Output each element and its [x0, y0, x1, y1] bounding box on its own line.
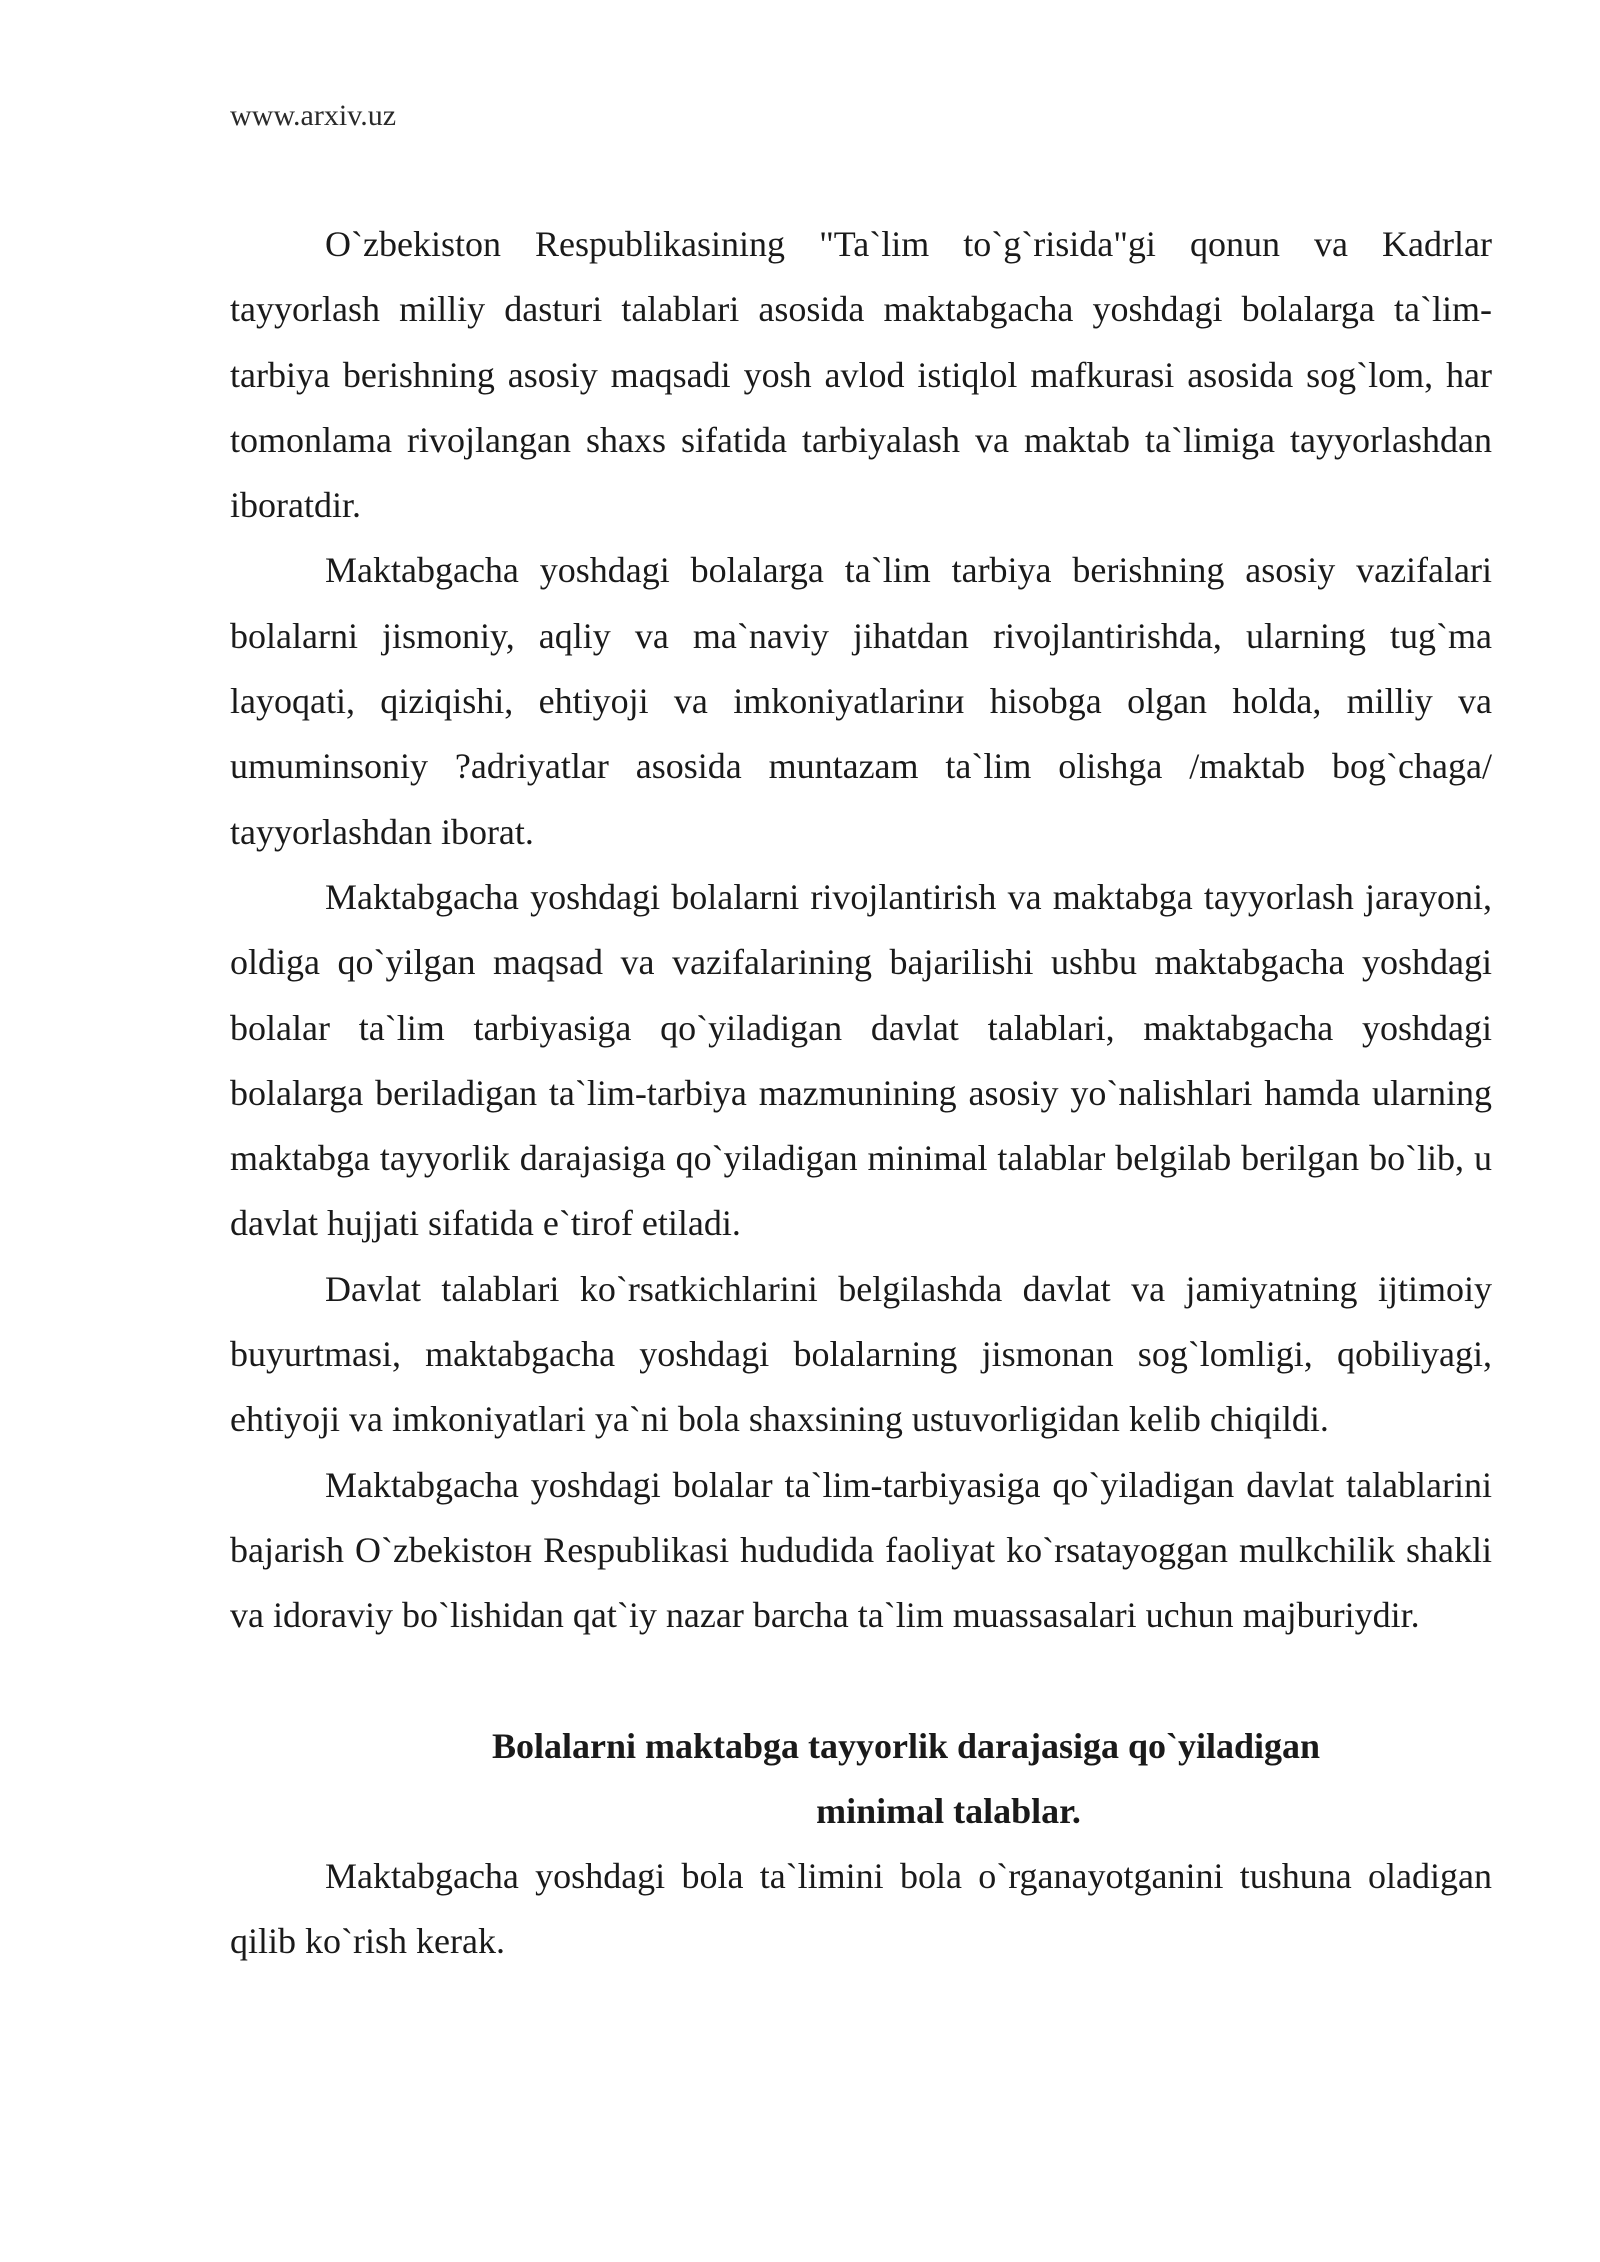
section-heading-line-2: minimal talablar. [816, 1790, 1081, 1831]
section-heading-line-1: Bolalarni maktabga tayyorlik darajasiga qo`yiladigan [491, 1725, 1321, 1766]
paragraph-obligation: Maktabgacha yoshdagi bolalar ta`lim-tarbiyasiga qo`yiladigan davlat talablarini bajarish O`zbekistoн Respublikasi hududida faoliyat ko`rsatayoggan mulkchilik shakli va idoraviy bo`lishidan qat`iy nazar barcha ta`lim muassasalari uchun majburiydir. [230, 1464, 1492, 1636]
site-url: www.arxiv.uz [230, 99, 397, 132]
document-body [230, 212, 1492, 1975]
paragraph-indicators: Davlat talablari ko`rsatkichlarini belgilashda davlat va jamiyatning ijtimoiy buyurtmasi, maktabgacha yoshdagi bolalarning jismonan sog`lomligi, qobiliyagi, ehtiyoji va imkoniyatlari ya`ni bola shaxsining ustuvorligidan kelib chiqildi. [230, 1268, 1492, 1440]
paragraph-intro: O`zbekiston Respublikasining "Ta`lim to`g`risida"gi qonun va Kadrlar tayyorlash milliy dasturi talablari asosida maktabgacha yoshdagi bolalarga ta`lim-tarbiya berishning asosiy maqsadi yosh avlod istiqlol mafkurasi asosida sog`lom, har tomonlama rivojlangan shaxs sifatida tarbiyalash va maktab ta`limiga tayyorlashdan iboratdir. [230, 224, 1492, 526]
paragraph-tasks: Maktabgacha yoshdagi bolalarga ta`lim tarbiya berishning asosiy vazifalari bolalarni jismoniy, aqliy va ma`naviy jihatdan rivojlantirishda, ularning tug`ma layoqati, qiziqishi, ehtiyoji va imkoniyatlarinи hisobga olgan holda, milliy va umuminsoniy ?adriyatlar asosida muntazam ta`lim olishga /maktab bog`chaga/ tayyorlashdan iborat. [230, 550, 1492, 852]
paragraph-process: Maktabgacha yoshdagi bolalarni rivojlantirish va maktabga tayyorlash jarayoni, oldiga qo`yilgan maqsad va vazifalarining bajarilishi ushbu maktabgacha yoshdagi bolalar ta`lim tarbiyasiga qo`yiladigan davlat talablari, maktabgacha yoshdagi bolalarga beriladigan ta`lim-tarbiya mazmunining asosiy yo`nalishlari hamda ularning maktabga tayyorlik darajasiga qo`yiladigan minimal talablar belgilab berilgan bo`lib, u davlat hujjati sifatida e`tirof etiladi. [230, 876, 1492, 1244]
section-heading [230, 1714, 1492, 1845]
paragraph-section-intro: Maktabgacha yoshdagi bola ta`limini bola o`rganayotganini tushuna oladigan qilib ko`rish kerak. [230, 1856, 1492, 1962]
